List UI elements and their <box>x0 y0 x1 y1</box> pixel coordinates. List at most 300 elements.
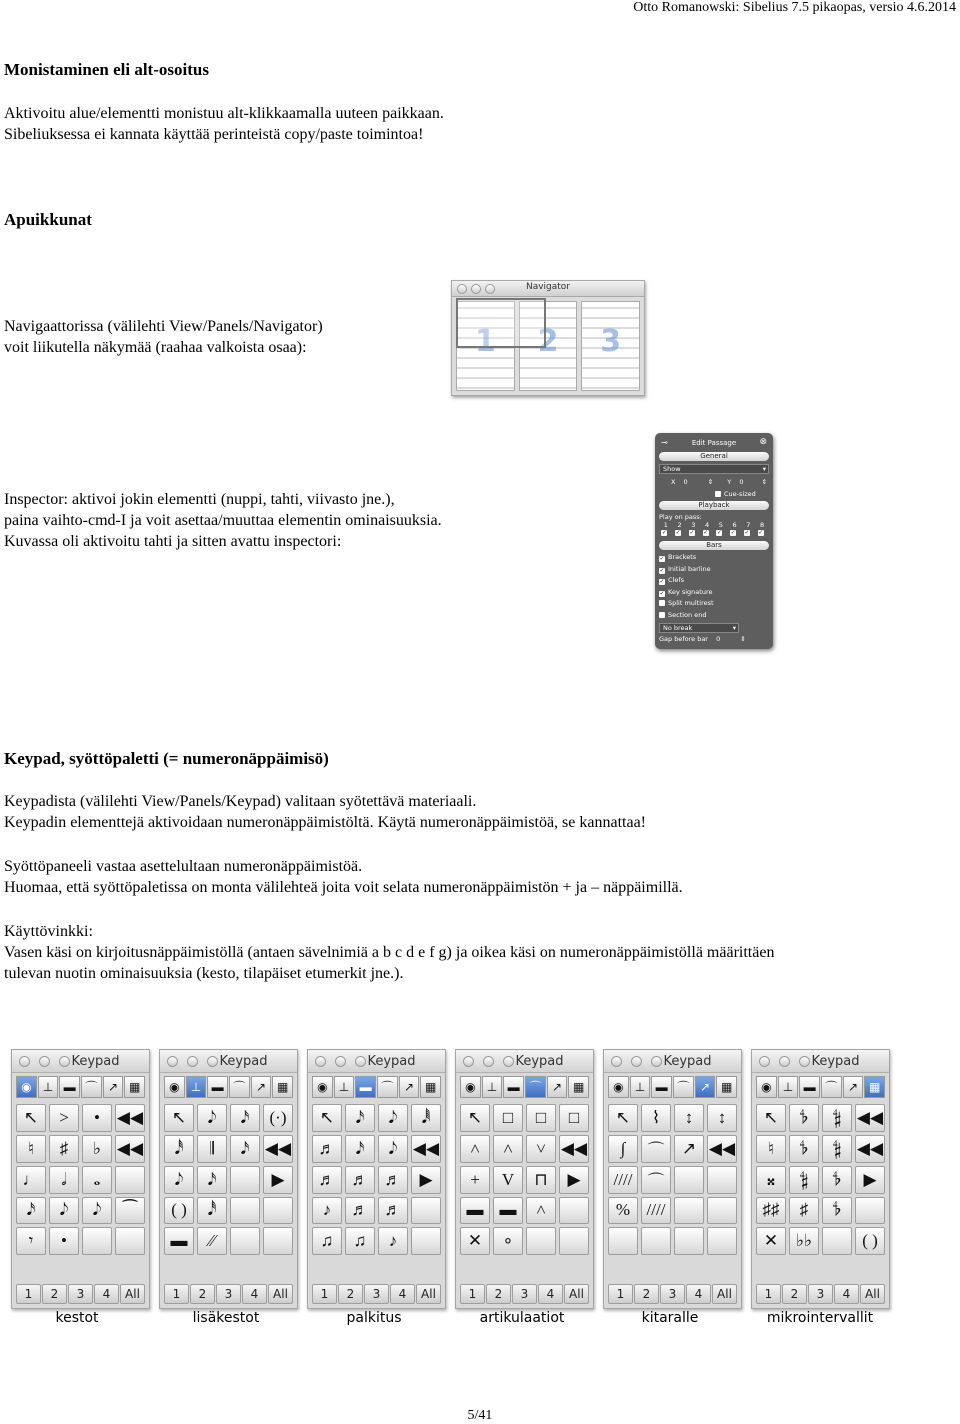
keypad-key[interactable]: ♬ <box>312 1166 342 1194</box>
pass-checkbox[interactable]: ✓ <box>730 529 736 536</box>
close-icon[interactable] <box>167 1056 178 1067</box>
navigator-window <box>451 280 645 396</box>
keypad-key[interactable]: ♮ <box>16 1135 46 1163</box>
keypad-key[interactable]: ♯ <box>789 1197 819 1225</box>
keypad-window <box>159 1049 298 1309</box>
keypad-caption: artikulaatiot <box>479 1310 565 1326</box>
keypad-key[interactable]: 𝄳 <box>789 1135 819 1163</box>
keypad-titlebar <box>160 1050 297 1073</box>
close-icon[interactable] <box>611 1056 622 1067</box>
keypad-tab[interactable]: ↗ <box>547 1076 568 1098</box>
keypad-key[interactable]: ↖ <box>460 1104 490 1132</box>
keypad-key[interactable]: ◀◀ <box>115 1135 145 1163</box>
keypad-key[interactable]: ▬ <box>493 1197 523 1225</box>
keypad-key[interactable] <box>822 1227 852 1255</box>
pass-number: 2 <box>677 521 682 529</box>
keypad-key[interactable] <box>707 1227 737 1255</box>
keypad-titlebar <box>12 1050 149 1073</box>
keypad-tab[interactable]: ⊥ <box>630 1076 651 1098</box>
text-line: Aktivoitu alue/elementti monistuu alt-klikkaamalla uuteen paikkaan. <box>4 105 444 122</box>
keypad-key[interactable]: ⁀ <box>115 1197 145 1225</box>
gap-label: Gap before bar <box>659 635 708 643</box>
keypad-layout-button[interactable]: 3 <box>512 1284 537 1304</box>
keypad-tab[interactable]: ▬ <box>355 1076 376 1098</box>
keypad-key[interactable]: 𝅘𝅥𝅯 <box>345 1135 375 1163</box>
keypad-tab[interactable]: ▦ <box>124 1076 145 1098</box>
keypad-layout-button[interactable]: 1 <box>608 1284 633 1304</box>
keypad-tab[interactable]: ▬ <box>799 1076 820 1098</box>
keypad-key[interactable]: • <box>49 1227 79 1255</box>
text-line: Vasen käsi on kirjoitusnäppäimistöllä (antaen sävelnimiä a b c d e f g) ja oikea käsi on numeronäppäimistöllä määrittäen <box>4 944 775 961</box>
navigator-title: Navigator <box>525 282 571 292</box>
keypad-tab[interactable]: ⌒ <box>81 1076 102 1098</box>
pass-number: 7 <box>746 521 751 529</box>
keypad-layout-button[interactable]: 4 <box>390 1284 415 1304</box>
keypad-key[interactable]: 𝅘𝅥𝅮 <box>378 1135 408 1163</box>
keypad-key[interactable] <box>411 1227 441 1255</box>
keypad-key[interactable]: ↕ <box>674 1104 704 1132</box>
keypad-key[interactable]: //// <box>608 1166 638 1194</box>
keypad-key[interactable]: 𝅝 <box>82 1166 112 1194</box>
keypad-key[interactable]: ♫ <box>345 1227 375 1255</box>
keypad-tab[interactable]: ⊥ <box>778 1076 799 1098</box>
keypad-layout-button[interactable]: 2 <box>338 1284 363 1304</box>
break-select[interactable]: No break ▾ <box>659 623 739 633</box>
paragraph-keypad-layout <box>4 856 683 898</box>
keypad-key[interactable]: ◀◀ <box>559 1135 589 1163</box>
keypad-key[interactable]: ▶ <box>559 1166 589 1194</box>
section-general[interactable]: General <box>659 452 769 461</box>
keypad-key[interactable]: 𝅘𝅥𝅮 <box>378 1104 408 1132</box>
pass-checkbox[interactable]: ✓ <box>758 529 764 536</box>
y-field[interactable]: 0 <box>739 478 744 486</box>
keypad-key[interactable]: 𝅘𝅥𝅮 <box>164 1166 194 1194</box>
close-icon[interactable] <box>19 1056 30 1067</box>
keypad-key[interactable] <box>115 1227 145 1255</box>
keypad-key[interactable] <box>674 1197 704 1225</box>
navigator-page: 1 <box>456 301 515 391</box>
pass-checkbox[interactable]: ✓ <box>716 529 722 536</box>
text-line: Huomaa, että syöttöpaletissa on monta välilehteä joita voit selata numeronäppäimistön + ja – näppäimillä. <box>4 879 683 896</box>
keypad-key[interactable]: ♩ <box>16 1166 46 1194</box>
keypad-key[interactable]: ⁄⁄ <box>197 1227 227 1255</box>
keypad-window <box>603 1049 742 1309</box>
pass-checkbox[interactable]: ✓ <box>744 529 750 536</box>
bar-option-row <box>659 553 769 565</box>
keypad-tab[interactable]: ◉ <box>608 1076 629 1098</box>
bar-option-checkbox[interactable]: ✓ <box>659 555 665 562</box>
keypad-key[interactable]: 𝅘𝅥𝅱 <box>411 1104 441 1132</box>
keypad-key[interactable]: ♬ <box>345 1166 375 1194</box>
keypad-tab[interactable]: ↗ <box>843 1076 864 1098</box>
keypad-key[interactable]: ▶ <box>855 1166 885 1194</box>
bar-option-row <box>659 611 769 623</box>
keypad-key[interactable] <box>608 1227 638 1255</box>
keypad-key[interactable]: ♮ <box>756 1135 786 1163</box>
keypad-tab[interactable]: ◉ <box>312 1076 333 1098</box>
bar-option-label: Split multirest <box>668 599 714 607</box>
section-playback[interactable]: Playback <box>659 501 769 510</box>
keypad-caption: palkitus <box>346 1310 402 1326</box>
keypad-window <box>307 1049 446 1309</box>
text-line: paina vaihto-cmd-I ja voit asettaa/muuttaa elementin ominaisuuksia. <box>4 512 442 529</box>
keypad-key[interactable] <box>230 1166 260 1194</box>
keypad-key[interactable]: V <box>493 1166 523 1194</box>
keypad-layout-button[interactable]: All <box>268 1284 293 1304</box>
keypad-key[interactable] <box>411 1197 441 1225</box>
pass-checkbox[interactable]: ✓ <box>703 529 709 536</box>
keypad-tab[interactable]: ↗ <box>103 1076 124 1098</box>
keypad-tab[interactable]: ◉ <box>756 1076 777 1098</box>
keypad-key[interactable]: 𝅘𝅥𝅯 <box>16 1197 46 1225</box>
paragraph-inspector <box>4 489 442 552</box>
keypad-title: Keypad <box>811 1054 860 1069</box>
keypad-layout-button[interactable]: 2 <box>782 1284 807 1304</box>
heading-apuikkunat: Apuikkunat <box>4 210 92 229</box>
pass-number: 4 <box>705 521 710 529</box>
keypad-key[interactable] <box>230 1227 260 1255</box>
keypad-caption: kitaralle <box>641 1310 699 1326</box>
bar-option-checkbox[interactable]: ✓ <box>659 578 665 585</box>
keypad-layout-button[interactable]: 3 <box>216 1284 241 1304</box>
bar-option-label: Section end <box>668 610 707 619</box>
keypad-key[interactable]: 𝅘𝅥𝅮 <box>82 1197 112 1225</box>
keypad-key[interactable] <box>115 1166 145 1194</box>
bar-option-row <box>659 599 769 611</box>
keypad-key[interactable]: ↖ <box>16 1104 46 1132</box>
keypad-key[interactable] <box>641 1227 671 1255</box>
keypad-key[interactable]: 𝄂 <box>197 1135 227 1163</box>
keypad-key[interactable]: ▶ <box>263 1166 293 1194</box>
keypad-key[interactable]: ∫ <box>608 1135 638 1163</box>
keypad-key[interactable]: 𝅗𝅥 <box>49 1166 79 1194</box>
text-line: Kuvassa oli aktivoitu tahti ja sitten avattu inspectori: <box>4 533 342 550</box>
close-icon[interactable] <box>759 1056 770 1067</box>
keypad-layout-button[interactable]: 2 <box>190 1284 215 1304</box>
keypad-window <box>751 1049 890 1309</box>
keypad-window <box>455 1049 594 1309</box>
navigator-page: 3 <box>581 301 640 391</box>
keypad-key[interactable]: ▬ <box>164 1227 194 1255</box>
page-header: Otto Romanowski: Sibelius 7.5 pikaopas, versio 4.6.2014 <box>633 0 956 15</box>
keypad-layout-button[interactable]: 3 <box>68 1284 93 1304</box>
keypad-window <box>11 1049 150 1309</box>
keypad-key[interactable]: ⌇ <box>641 1104 671 1132</box>
keypad-key[interactable]: ♪ <box>378 1227 408 1255</box>
keypad-layout-button[interactable]: 4 <box>538 1284 563 1304</box>
close-icon[interactable] <box>463 1056 474 1067</box>
keypad-title: Keypad <box>219 1054 268 1069</box>
keypad-layout-button[interactable]: All <box>416 1284 441 1304</box>
keypad-key[interactable] <box>263 1197 293 1225</box>
gap-stepper-icon[interactable]: ⇕ <box>740 635 746 643</box>
keypad-tab[interactable]: ⌒ <box>525 1076 546 1098</box>
keypad-key[interactable]: ▬ <box>460 1197 490 1225</box>
keypad-key[interactable]: ∘ <box>493 1227 523 1255</box>
keypad-tab[interactable]: ▬ <box>503 1076 524 1098</box>
inspector-window <box>655 433 773 649</box>
text-line: voit liikutella näkymää (raahaa valkoista osaa): <box>4 339 307 356</box>
keypad-layout-button[interactable]: 1 <box>460 1284 485 1304</box>
keypad-key[interactable]: ◀◀ <box>855 1104 885 1132</box>
keypad-titlebar <box>308 1050 445 1073</box>
keypad-layout-button[interactable]: 1 <box>164 1284 189 1304</box>
keypad-layout-button[interactable]: 3 <box>364 1284 389 1304</box>
bar-option-checkbox[interactable] <box>659 600 665 606</box>
keypad-key[interactable]: ✕ <box>460 1227 490 1255</box>
text-line: Keypadista (välilehti View/Panels/Keypad) valitaan syötettävä materiaali. <box>4 793 477 810</box>
keypad-key[interactable]: □ <box>526 1104 556 1132</box>
keypad-key[interactable]: ◀◀ <box>263 1135 293 1163</box>
keypad-title: Keypad <box>367 1054 416 1069</box>
keypad-key[interactable]: 𝅘𝅥𝅯 <box>230 1135 260 1163</box>
keypad-title: Keypad <box>663 1054 712 1069</box>
keypad-key[interactable]: ♭♭ <box>789 1227 819 1255</box>
navigator-page: 2 <box>519 301 578 391</box>
keypad-key[interactable]: ↖ <box>608 1104 638 1132</box>
keypad-layout-button[interactable]: 4 <box>94 1284 119 1304</box>
navigator-viewport-handle[interactable] <box>456 298 546 348</box>
keypad-key[interactable]: (·) <box>263 1104 293 1132</box>
navigator-titlebar <box>452 281 644 297</box>
tip-heading: Käyttövinkki: <box>4 923 93 940</box>
pass-number: 5 <box>718 521 723 529</box>
keypad-key[interactable] <box>707 1166 737 1194</box>
keypad-key[interactable]: 𝅘𝅥𝅯 <box>345 1104 375 1132</box>
keypad-tab[interactable]: ⌒ <box>229 1076 250 1098</box>
pass-number: 6 <box>732 521 737 529</box>
bar-option-checkbox[interactable]: ✓ <box>659 566 665 574</box>
bar-option-label: Brackets <box>668 553 697 561</box>
keypad-key[interactable]: ✕ <box>756 1227 786 1255</box>
keypad-key[interactable] <box>559 1227 589 1255</box>
show-select[interactable]: Show ▾ <box>659 464 769 474</box>
keypad-key[interactable] <box>263 1227 293 1255</box>
pass-numbers <box>659 521 769 529</box>
keypad-key[interactable]: 𝄲 <box>822 1135 852 1163</box>
keypad-key[interactable]: ♪ <box>312 1197 342 1225</box>
keypad-key[interactable]: 𝅘𝅥𝅯 <box>197 1166 227 1194</box>
keypad-caption: mikrointervallit <box>766 1310 874 1326</box>
keypad-key[interactable]: % <box>608 1197 638 1225</box>
keypad-key[interactable]: 𝄳 <box>822 1166 852 1194</box>
pass-number: 3 <box>691 521 696 529</box>
keypad-tab[interactable]: ⊥ <box>482 1076 503 1098</box>
gap-field[interactable]: 0 <box>716 635 721 643</box>
text-line: Navigaattorissa (välilehti View/Panels/Navigator) <box>4 318 323 335</box>
bar-option-label: Key signature <box>668 587 713 596</box>
keypad-key[interactable]: 𝅘𝅥𝅰 <box>197 1197 227 1225</box>
keypad-key[interactable]: ◀◀ <box>855 1135 885 1163</box>
keypad-tab[interactable]: ▬ <box>651 1076 672 1098</box>
keypad-key[interactable]: ↖ <box>164 1104 194 1132</box>
keypad-key[interactable]: 𝄲 <box>822 1104 852 1132</box>
keypad-key[interactable]: ♭ <box>82 1135 112 1163</box>
section-bars[interactable]: Bars <box>659 541 769 550</box>
keypad-key[interactable]: > <box>49 1104 79 1132</box>
keypad-key[interactable]: ♯♯ <box>756 1197 786 1225</box>
keypad-key[interactable]: ♬ <box>345 1197 375 1225</box>
keypad-layout-button[interactable]: 3 <box>660 1284 685 1304</box>
keypad-tab[interactable]: ▬ <box>207 1076 228 1098</box>
pass-number: 1 <box>663 521 668 529</box>
keypad-tab[interactable]: ▦ <box>568 1076 589 1098</box>
bar-option-row <box>659 588 769 600</box>
keypad-tab[interactable]: ⌒ <box>821 1076 842 1098</box>
keypad-key[interactable]: • <box>82 1104 112 1132</box>
keypad-key[interactable]: ( ) <box>164 1197 194 1225</box>
keypad-tab[interactable]: ◉ <box>16 1076 37 1098</box>
text-line: tulevan nuotin ominaisuuksia (kesto, tilapäiset etumerkit jne.). <box>4 965 404 982</box>
keypad-key[interactable]: + <box>460 1166 490 1194</box>
keypad-key[interactable]: ♫ <box>312 1227 342 1255</box>
keypad-key[interactable]: ◀◀ <box>411 1135 441 1163</box>
keypad-tab[interactable]: ▦ <box>864 1076 885 1098</box>
keypad-titlebar <box>752 1050 889 1073</box>
keypad-key[interactable] <box>674 1227 704 1255</box>
keypad-key[interactable] <box>82 1227 112 1255</box>
keypad-layout-button[interactable]: All <box>564 1284 589 1304</box>
paragraph-navigator <box>4 316 323 358</box>
keypad-key[interactable]: ( ) <box>855 1227 885 1255</box>
keypad-layout-button[interactable]: 2 <box>634 1284 659 1304</box>
keypad-key[interactable]: 𝄾 <box>16 1227 46 1255</box>
keypad-tab[interactable]: ⊥ <box>38 1076 59 1098</box>
keypad-key[interactable]: □ <box>559 1104 589 1132</box>
keypad-key[interactable]: ♬ <box>378 1166 408 1194</box>
keypad-tab[interactable]: ▦ <box>716 1076 737 1098</box>
keypad-layout-button[interactable]: 2 <box>486 1284 511 1304</box>
keypad-layout-button[interactable]: All <box>120 1284 145 1304</box>
page-number: 5/41 <box>467 1408 493 1423</box>
pass-checkbox[interactable]: ✓ <box>675 529 681 536</box>
keypad-tab[interactable]: ↗ <box>251 1076 272 1098</box>
keypad-layout-button[interactable]: All <box>712 1284 737 1304</box>
text-line: Inspector: aktivoi jokin elementti (nuppi, tahti, viivasto jne.), <box>4 491 395 508</box>
keypad-key[interactable]: ↖ <box>756 1104 786 1132</box>
cue-sized-checkbox[interactable] <box>715 491 721 497</box>
x-stepper-icon[interactable]: ⇕ <box>707 478 714 486</box>
keypad-tab[interactable]: ◉ <box>460 1076 481 1098</box>
keypad-key[interactable]: 𝄳 <box>789 1104 819 1132</box>
y-label: Y <box>727 478 732 486</box>
keypad-layout-button[interactable]: 4 <box>834 1284 859 1304</box>
keypad-key[interactable]: 𝄳 <box>822 1197 852 1225</box>
keypad-tab[interactable]: ⌒ <box>673 1076 694 1098</box>
keypad-layout-button[interactable]: 2 <box>42 1284 67 1304</box>
pass-checkbox[interactable]: ✓ <box>689 529 695 536</box>
keypad-tab[interactable]: ↗ <box>399 1076 420 1098</box>
keypad-key[interactable]: 𝅘𝅥𝅮 <box>49 1197 79 1225</box>
pass-checkboxes <box>659 530 769 536</box>
keypad-key[interactable]: 𝄪 <box>756 1166 786 1194</box>
keypad-layout-button[interactable]: All <box>860 1284 885 1304</box>
paragraph-tip <box>4 921 774 984</box>
pass-checkbox[interactable]: ✓ <box>661 529 667 536</box>
keypad-key[interactable] <box>674 1166 704 1194</box>
keypad-key[interactable]: ˄ <box>493 1135 523 1163</box>
keypad-tab[interactable]: ▬ <box>59 1076 80 1098</box>
keypad-layout-button[interactable]: 1 <box>16 1284 41 1304</box>
keypad-tab[interactable]: ⌒ <box>377 1076 398 1098</box>
bar-option-checkbox[interactable]: ✓ <box>659 589 665 597</box>
keypad-title: Keypad <box>71 1054 120 1069</box>
keypad-key[interactable]: ⌒ <box>641 1166 671 1194</box>
text-line: Syöttöpaneeli vastaa asettelultaan numeronäppäimistöä. <box>4 858 363 875</box>
keypad-titlebar <box>456 1050 593 1073</box>
keypad-key[interactable]: 𝄲 <box>789 1166 819 1194</box>
keypad-key[interactable]: ˄ <box>526 1197 556 1225</box>
keypad-key[interactable]: ◀◀ <box>707 1135 737 1163</box>
keypad-key[interactable] <box>855 1197 885 1225</box>
bar-options <box>659 553 769 622</box>
keypad-tab[interactable]: ▦ <box>420 1076 441 1098</box>
keypad-key[interactable]: ◀◀ <box>115 1104 145 1132</box>
keypad-key[interactable]: ♬ <box>312 1135 342 1163</box>
keypad-layout-button[interactable]: 4 <box>686 1284 711 1304</box>
keypad-key[interactable]: ↕ <box>707 1104 737 1132</box>
keypad-key[interactable]: ♯ <box>49 1135 79 1163</box>
keypad-key[interactable]: ˄ <box>460 1135 490 1163</box>
keypad-title: Keypad <box>515 1054 564 1069</box>
heading-monistaminen: Monistaminen eli alt-osoitus <box>4 60 209 79</box>
keypad-key[interactable]: 𝅘𝅥𝅰 <box>164 1135 194 1163</box>
keypad-key[interactable]: ▶ <box>411 1166 441 1194</box>
close-icon[interactable] <box>315 1056 326 1067</box>
keypad-caption: kestot <box>55 1310 99 1326</box>
keypad-key[interactable] <box>559 1197 589 1225</box>
keypad-tab[interactable]: ⊥ <box>334 1076 355 1098</box>
keypad-key[interactable]: ↗ <box>674 1135 704 1163</box>
play-on-pass-label: Play on pass: <box>659 513 702 521</box>
keypad-key[interactable] <box>526 1227 556 1255</box>
pin-icon[interactable]: ⊸ <box>661 438 668 447</box>
text-line: Keypadin elementtejä aktivoidaan numeronäppäimistöltä. Käytä numeronäppäimistöä, se kannattaa! <box>4 814 646 831</box>
bar-option-row <box>659 576 769 588</box>
keypad-key[interactable]: 𝅘𝅥𝅮 <box>197 1104 227 1132</box>
keypad-key[interactable]: ⊓ <box>526 1166 556 1194</box>
keypad-key[interactable]: 𝅘𝅥𝅯 <box>230 1104 260 1132</box>
keypad-key[interactable]: □ <box>493 1104 523 1132</box>
paragraph-keypad <box>4 791 646 833</box>
x-field[interactable]: 0 <box>683 478 688 486</box>
keypad-key[interactable]: ↖ <box>312 1104 342 1132</box>
keypad-tab[interactable]: ▦ <box>272 1076 293 1098</box>
keypad-key[interactable]: ⌒ <box>641 1135 671 1163</box>
keypad-layout-button[interactable]: 3 <box>808 1284 833 1304</box>
keypad-key[interactable] <box>707 1197 737 1225</box>
close-icon[interactable]: ⊗ <box>759 437 767 447</box>
keypad-titlebar <box>604 1050 741 1073</box>
y-stepper-icon[interactable]: ⇕ <box>761 478 768 486</box>
keypad-key[interactable]: //// <box>641 1197 671 1225</box>
keypad-layout-button[interactable]: 1 <box>312 1284 337 1304</box>
keypad-tab[interactable]: ⊥ <box>186 1076 207 1098</box>
keypad-key[interactable]: ˅ <box>526 1135 556 1163</box>
keypad-layout-button[interactable]: 4 <box>242 1284 267 1304</box>
keypad-key[interactable]: ♬ <box>378 1197 408 1225</box>
keypad-tab[interactable]: ↗ <box>695 1076 716 1098</box>
text-line: Sibeliuksessa ei kannata käyttää perinteistä copy/paste toimintoa! <box>4 126 424 143</box>
keypad-caption: lisäkestot <box>192 1310 260 1326</box>
bar-option-label: Clefs <box>668 576 685 584</box>
keypad-layout-button[interactable]: 1 <box>756 1284 781 1304</box>
bar-option-row <box>659 565 769 577</box>
inspector-title: Edit Passage <box>691 439 737 447</box>
keypad-key[interactable] <box>230 1197 260 1225</box>
bar-option-checkbox[interactable] <box>659 612 665 618</box>
keypad-tab[interactable]: ◉ <box>164 1076 185 1098</box>
